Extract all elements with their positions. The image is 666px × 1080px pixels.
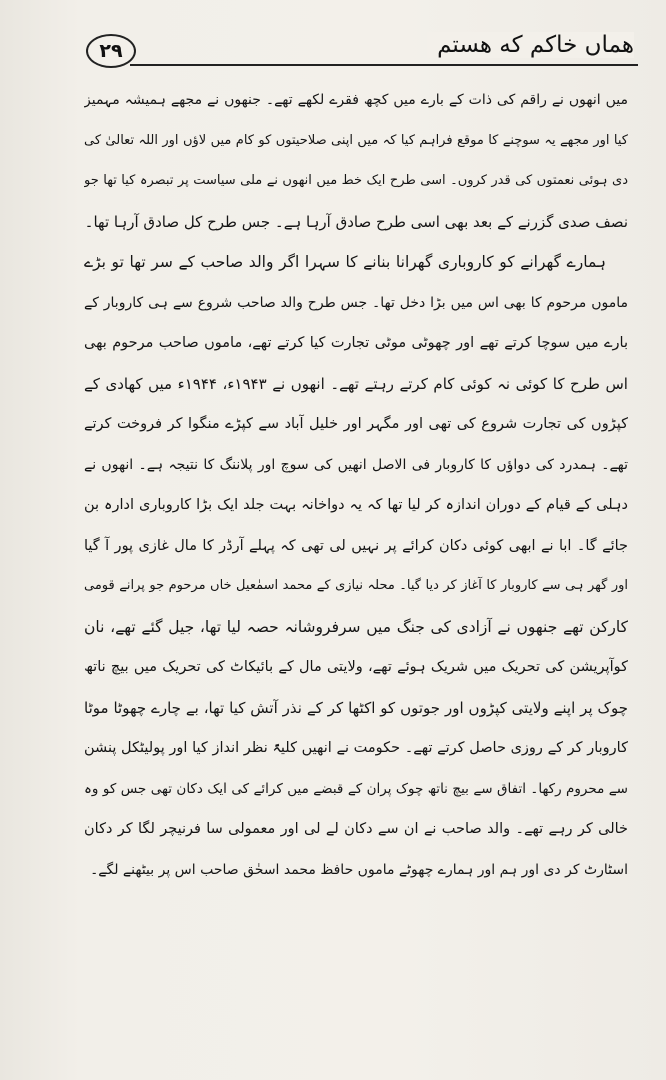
text-line: چوک پر اپنے ولایتی کپڑوں اور جوتوں کو اکٹھا کر کے نذر آتش کیا تھا، بے چارے چھوٹا موٹا — [84, 698, 628, 717]
body-text — [84, 80, 628, 890]
text-line: میں انھوں نے راقم کی ذات کے بارے میں کچھ فقرے لکھے تھے۔ جنھوں نے مجھے ہمیشہ مہمیز — [84, 92, 628, 108]
text-line: کاروبار کر کے روزی حاصل کرتے تھے۔ حکومت نے انھیں کلیۃً نظر انداز کیا اور پولیٹکل پنشن — [84, 740, 628, 756]
page-header — [70, 30, 638, 70]
running-title: هماں خاکم که هستم — [427, 32, 634, 58]
text-line: دی ہوئی نعمتوں کی قدر کروں۔ اسی طرح ایک خط میں انھوں نے ملی سیاست پر تبصرہ کیا تھا جو — [84, 173, 628, 188]
text-line: بارے میں سوچا کرتے تھے اور چھوٹی موٹی تجارت کیا کرتے تھے، ماموں صاحب مرحوم بھی — [84, 335, 628, 351]
text-line: اس طرح کا کوئی نہ کوئی کام کرتے رہتے تھے۔ انھوں نے ۱۹۴۳ء، ۱۹۴۴ء میں کھادی کے — [84, 374, 628, 393]
text-line: کارکن تھے جنھوں نے آزادی کی جنگ میں سرفروشانہ حصہ لیا تھا، جیل گئے تھے، نان — [84, 617, 628, 636]
text-line: جائے گا۔ ابا نے ابھی کوئی دکان کرائے پر نہیں لی تھی کہ پہلے آرڈر کا مال غازی پور آ گیا — [84, 537, 628, 554]
text-line: خالی کر رہے تھے۔ والد صاحب نے ان سے دکان لے لی اور معمولی سا فرنیچر لگا کر دکان — [84, 821, 628, 837]
text-line: دہلی کے قیام کے دوران اندازہ کر لیا تھا کہ یہ دواخانہ بہت جلد ایک بڑا کاروباری ادارہ بن — [84, 497, 628, 513]
text-line: تھے۔ ہمدرد کی دواؤں کا کاروبار فی الاصل انھیں کی سوچ اور پلاننگ کا نتیجہ ہے۔ انھوں نے — [84, 456, 628, 473]
text-line: کیا اور مجھے یہ سوچنے کا موقع فراہم کیا کہ میں اپنی صلاحیتوں کو کام میں لاؤں اور اللہ تعالیٰ کی — [84, 132, 628, 148]
text-line: اور گھر ہی سے کاروبار کا آغاز کر دیا گیا۔ محلہ نیازی کے محمد اسمٰعیل خاں مرحوم جو پرانے قومی — [84, 578, 628, 593]
text-line: کوآپریشن کی تحریک میں شریک ہوئے تھے، ولایتی مال کے بائیکاٹ کی تحریک میں بیچ ناتھ — [84, 659, 628, 675]
text-line: اسٹارٹ کر دی اور ہم اور ہمارے چھوٹے ماموں حافظ محمد اسحٰق صاحب اس پر بیٹھنے لگے۔ — [90, 861, 628, 878]
page-number: ۲۹ — [86, 34, 136, 68]
text-line: نصف صدی گزرنے کے بعد بھی اسی طرح صادق آرہا ہے۔ جس طرح کل صادق آرہا تھا۔ — [84, 212, 628, 231]
text-line: کپڑوں کی تجارت شروع کی تھی اور مگہر اور خلیل آباد سے کپڑے منگوا کر فروخت کرتے — [84, 416, 628, 432]
text-line: ہمارے گھرانے کو کاروباری گھرانا بنانے کا سہرا اگر والد صاحب کے سر تھا تو بڑے — [84, 253, 606, 271]
text-line: ماموں مرحوم کا بھی اس میں بڑا دخل تھا۔ جس طرح والد صاحب شروع سے ہی کاروبار کے — [84, 294, 628, 311]
text-line: سے محروم رکھا۔ اتفاق سے بیچ ناتھ چوک پران کے قبضے میں کرائے کی ایک دکان تھی جس کو وہ — [84, 780, 628, 797]
header-rule — [130, 64, 638, 66]
